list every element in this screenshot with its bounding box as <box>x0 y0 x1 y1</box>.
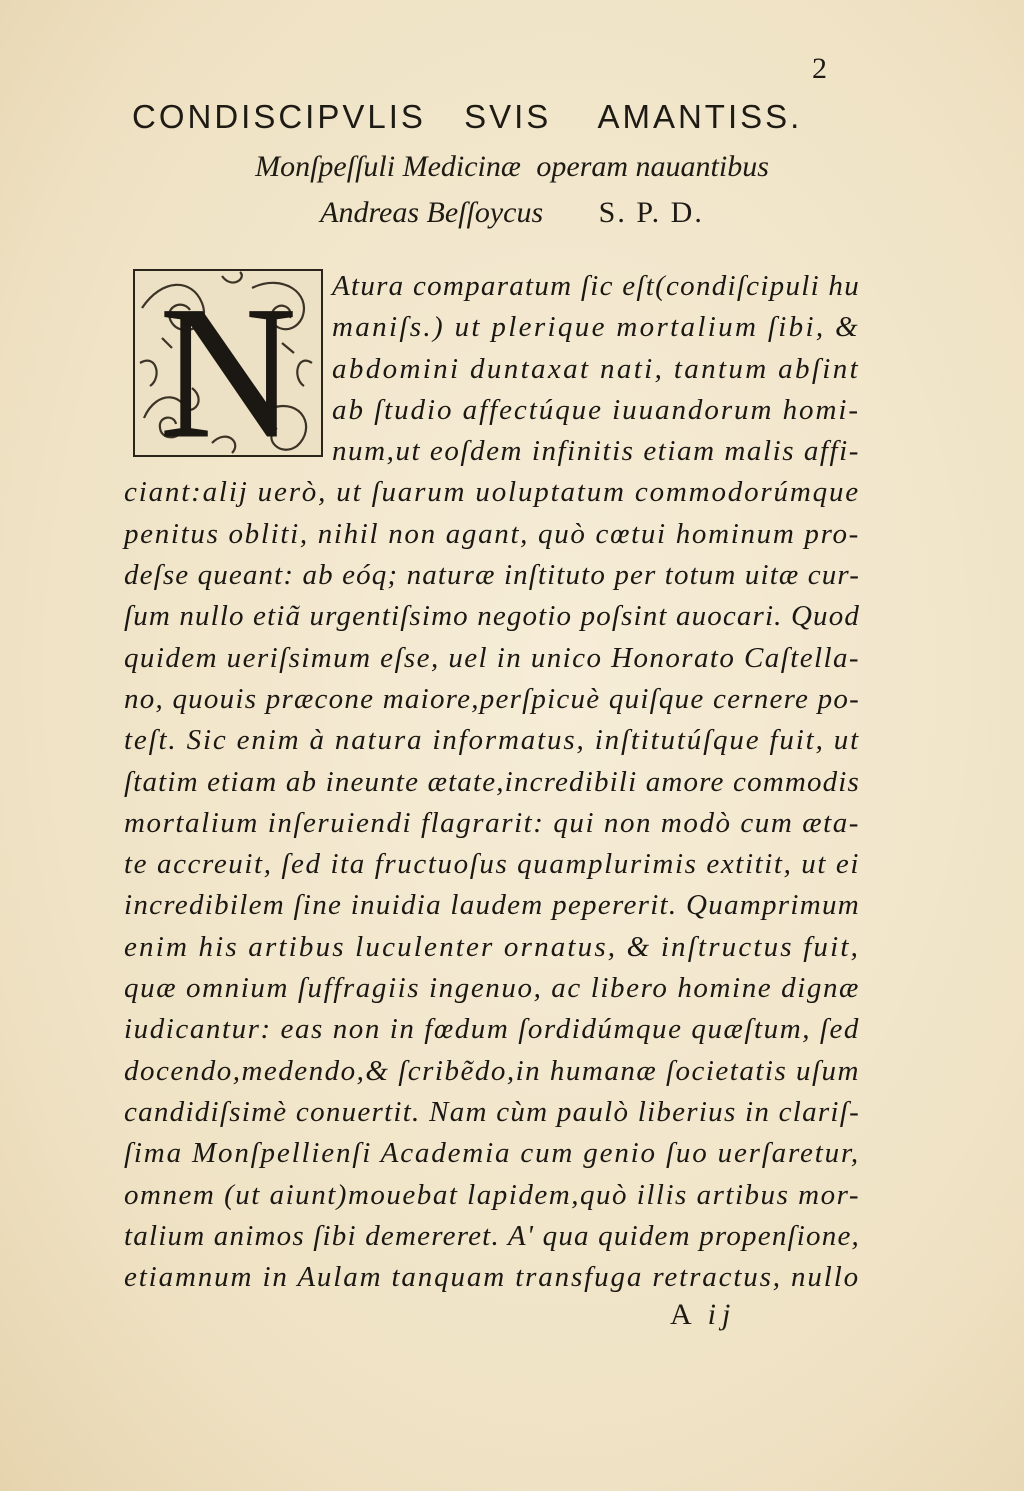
author-name: Andreas Beſſoycus <box>320 196 544 229</box>
heading-word-2: SVIS <box>464 98 552 135</box>
subtitle-line-2 <box>0 196 1024 230</box>
body-text <box>124 266 860 1298</box>
text-line: maniſs.) ut plerique mortalium ſibi, & <box>332 311 860 344</box>
text-line: ſum nullo etiã urgentiſsimo negotio poſsint auocari. Quod <box>124 600 860 633</box>
text-line: num,ut eoſdem infinitis etiam malis affi- <box>332 435 860 468</box>
page-heading <box>132 98 872 136</box>
text-line: mortalium inſeruiendi flagrarit: qui non modò cum æta- <box>124 806 860 839</box>
page-number: 2 <box>812 52 827 85</box>
text-line: etiamnum in Aulam tanquam transfuga retractus, nullo <box>124 1261 860 1294</box>
text-line: omnem (ut aiunt)mouebat lapidem,quò illis artibus mor- <box>124 1178 860 1211</box>
text-line: Atura comparatum ſic eſt(condiſcipuli hu <box>332 270 860 302</box>
heading-word-1: CONDISCIPVLIS <box>132 98 426 135</box>
text-line: te accreuit, ſed ita fructuoſus quamplurimis extitit, ut ei <box>124 848 860 881</box>
text-line: ſtatim etiam ab ineunte ætate,incredibili amore commodis <box>124 765 860 798</box>
text-line: iudicantur: eas non in fœdum ſordidúmque quæſtum, ſed <box>124 1013 860 1046</box>
heading-word-3: AMANTISS. <box>597 98 803 135</box>
salutation-abbrev: S. P. D. <box>598 196 704 229</box>
initial-letter: N <box>159 268 297 458</box>
text-line: teſt. Sic enim à natura informatus, inſtitutúſque fuit, ut <box>124 724 860 757</box>
subtitle-part-b: operam nauantibus <box>536 150 769 183</box>
signature-letter: A <box>670 1298 698 1331</box>
text-line: candidiſsimè conuertit. Nam cùm paulò liberius in clariſ- <box>124 1095 860 1128</box>
text-line: docendo,medendo,& ſcribẽdo,in humanæ ſocietatis uſum <box>124 1054 860 1087</box>
text-line: deſse queant: ab eóq; naturæ inſtituto per totum uitæ cur- <box>124 559 860 592</box>
text-line: talium animos ſibi demereret. A' qua quidem propenſione, <box>124 1219 860 1252</box>
text-line: ſima Monſpellienſi Academia cum genio ſuo uerſaretur, <box>124 1137 860 1170</box>
text-line: no, quouis præcone maiore,perſpicuè quiſque cernere po- <box>124 682 860 715</box>
subtitle-part-a: Monſpeſſuli Medicinæ <box>255 150 521 183</box>
text-line: ab ſtudio affectúque iuuandorum homi- <box>332 393 860 426</box>
text-line: ciant:alij uerò, ut ſuarum uoluptatum commodorúmque <box>124 476 860 509</box>
signature-number: ij <box>707 1298 737 1331</box>
signature-mark <box>670 1298 736 1332</box>
text-line: enim his artibus luculenter ornatus, & inſtructus fuit, <box>124 930 860 963</box>
text-line: quidem ueriſsimum eſse, uel in unico Honorato Caſtella- <box>124 641 860 674</box>
subtitle-line-1 <box>0 150 1024 184</box>
text-line: abdomini duntaxat nati, tantum abſint <box>332 352 860 385</box>
text-line: quæ omnium ſuffragiis ingenuo, ac libero homine dignæ <box>124 972 860 1005</box>
text-line: incredibilem ſine inuidia laudem pepererit. Quamprimum <box>124 889 860 922</box>
text-line: penitus obliti, nihil non agant, quò cœtui hominum pro- <box>124 517 860 550</box>
